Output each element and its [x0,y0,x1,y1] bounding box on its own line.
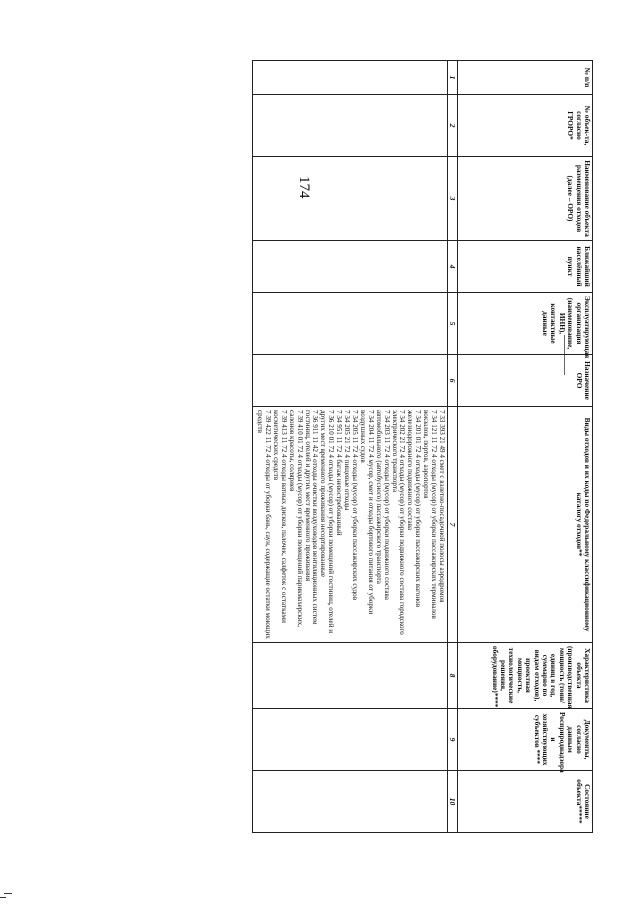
waste-code-line: 7 34 121 11 72 4 отходы (мусор) от уборки пассажирских терминалов вокзалов, портов, аэропортов [422,410,439,619]
cell-empty [253,95,448,157]
waste-code-line: 7 39 422 11 72 4 отходы от уборки бань, саун, содержащие остатки моющих средств [256,410,273,639]
waste-code-line: 7 39 413 11 72 4 отходы ватных дисков, палочек, салфеток с остатками косметических средств [271,410,288,623]
column-number: 3 [448,157,458,241]
cell-empty [253,293,448,355]
waste-code-line: 7 39 410 01 72 4 отходы (мусор) от уборки помещений парикмахерских, салонов красоты, соляриев [287,410,304,627]
waste-code-line: 7 36 911 11 42 4 отходы очистки воздуховодов вентиляционных систем гостиниц, отелей и других мест временного проживания [303,410,320,625]
waste-code-line: 7 34 203 11 72 4 отходы (мусор) от уборки подвижного состава автомобильного (автобусного) пассажирского транспорта [374,410,391,600]
header-cell: Ближайший населённый пункт [458,241,593,293]
table-row [253,61,448,833]
waste-code-line: 7 34 205 11 72 4 отходы (мусор) от уборки пассажирских судов [351,410,360,601]
column-number-row [448,61,458,833]
column-number: 10 [448,771,458,833]
cell-empty [253,61,448,95]
column-number: 4 [448,241,458,293]
cell-empty [253,241,448,293]
cell-empty [253,643,448,709]
header-cell: Характеристика объекта (производственная мощность (тонн/единиц в год, суммарно по видам отходов), проектная мощность, технологические решения, оборудование)**** [458,643,593,709]
waste-facility-table [252,60,593,833]
cell-empty [253,157,448,241]
header-cell: Назначение ОРО [458,355,593,407]
column-number: 5 [448,293,458,355]
waste-code-line: 7 34 204 11 72 4 мусор, смет и отходы бортового питания от уборки воздушных судов [358,410,375,615]
waste-code-line: 7 36 210 01 72 4 отходы (мусор) от уборки помещений гостиниц, отелей и других мест временного проживания несортированные [319,410,336,634]
waste-codes-cell [253,407,448,643]
header-cell: № объек-та, согласно ГРОРО* [458,95,593,157]
page-number: 174 [296,176,312,199]
cell-empty [253,771,448,833]
waste-code-line: 7 34 201 01 72 4 отходы (мусор) от уборки пассажирских вагонов железнодорожного подвижного состава [406,410,423,608]
header-cell: Виды отходов и их коды по Федеральному классификационному каталогу отходов** [458,407,593,643]
column-number: 8 [448,643,458,709]
scan-artifact-mark-2 [0,897,6,898]
header-cell: Документы, согласно данным Росприроднадзора и хозяйствующих субъектов **** [458,709,593,771]
column-number: 9 [448,709,458,771]
header-row [458,61,593,833]
header-cell: Состояние объекта***** [458,771,593,833]
header-cell: Наименование объекта размещения отходов (далее – ОРО) [458,157,593,241]
column-number: 6 [448,355,458,407]
cell-empty [253,355,448,407]
column-number: 2 [448,95,458,157]
scan-artifact-mark [4,893,12,894]
waste-code-line: 7 34 205 21 72 4 пищевые отходы [343,410,352,511]
header-cell: Эксплуатирующая организация (наименование, ИНН), контактные данные [458,293,593,355]
rotated-table-container [253,60,593,832]
column-number: 7 [448,407,458,643]
waste-code-line: 7 34 951 11 72 4 багаж невостребованный [335,410,344,536]
waste-code-line: 7 33 393 21 49 4 смет с взлетно-посадочной полосы аэродромов [438,410,446,603]
header-cell: № п/п [458,61,593,95]
column-number: 1 [448,61,458,95]
waste-code-line: 7 34 202 21 72 4 отходы (мусор) от уборки подвижного состава городского электрического транспорта [390,410,407,635]
cell-empty [253,709,448,771]
